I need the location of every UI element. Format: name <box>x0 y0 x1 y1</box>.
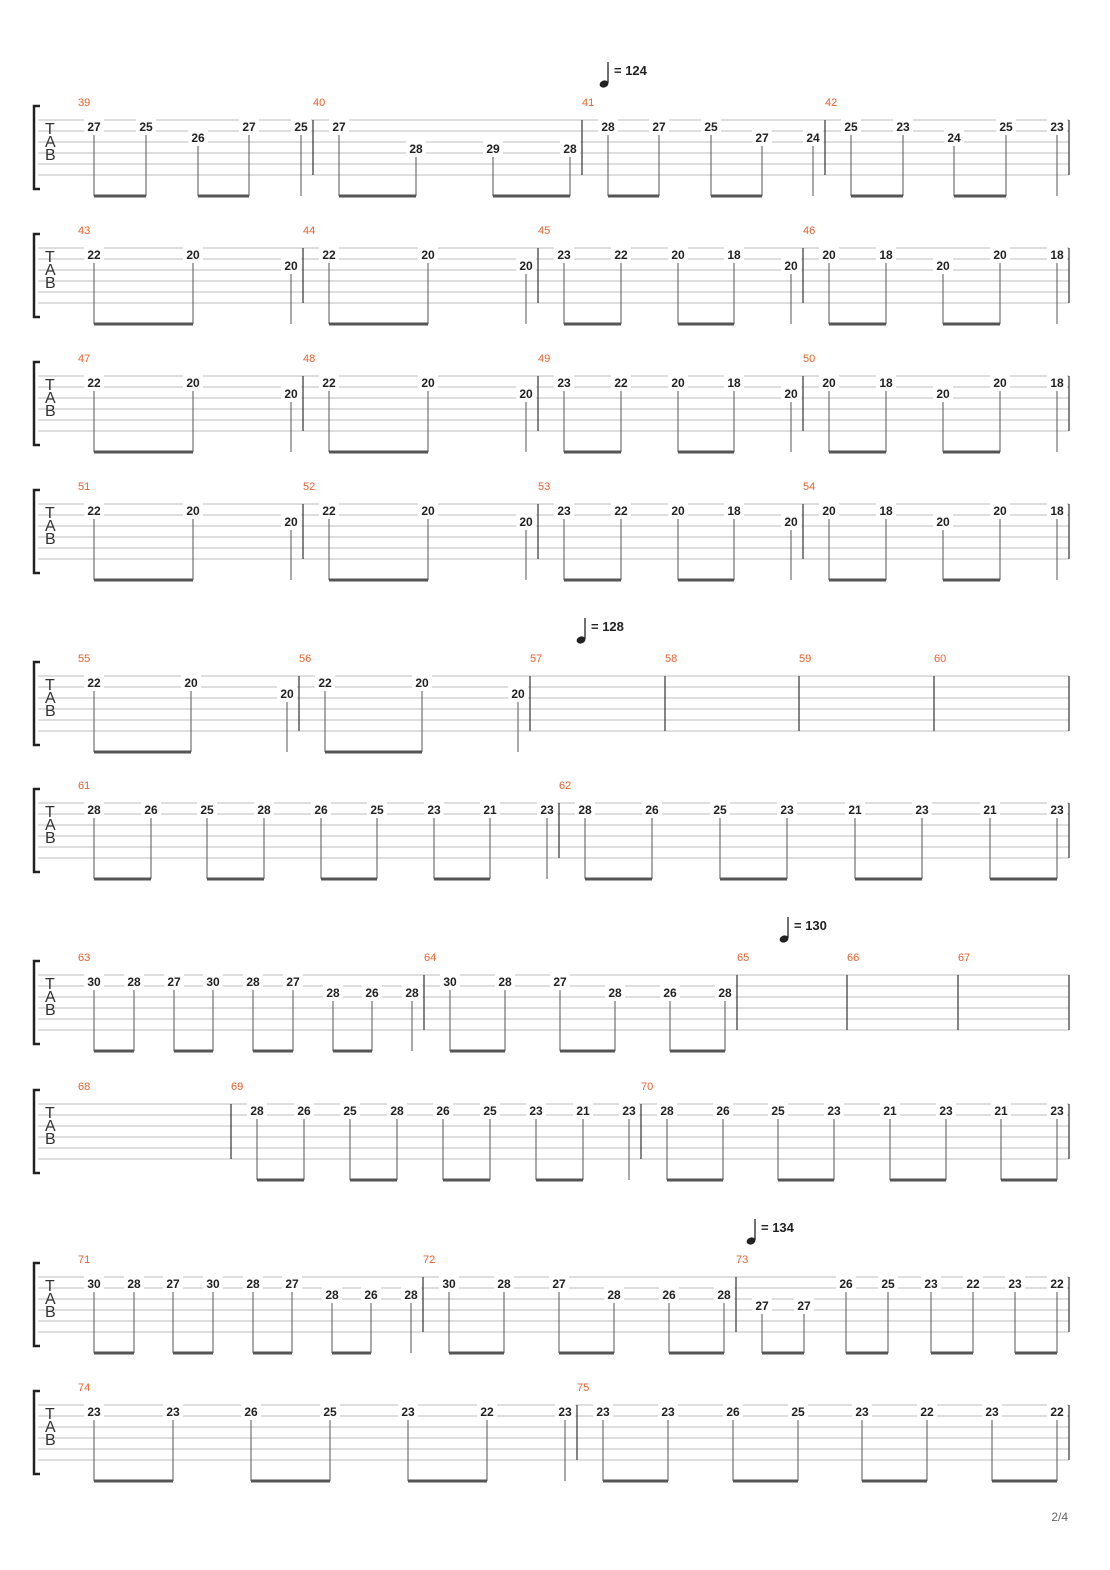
fret-number: 28 <box>246 1277 260 1291</box>
fret-number: 30 <box>206 975 220 989</box>
fret-number: 22 <box>322 376 336 390</box>
fret-number: 27 <box>242 120 256 134</box>
measure-number: 57 <box>530 653 543 665</box>
system-bracket <box>34 1263 40 1346</box>
measure-number: 42 <box>825 97 838 109</box>
fret-number: 25 <box>881 1277 895 1291</box>
tab-system <box>34 225 1069 324</box>
fret-number: 25 <box>844 120 858 134</box>
fret-number: 23 <box>87 1405 101 1419</box>
fret-number: 25 <box>139 120 153 134</box>
measure-number: 60 <box>934 653 947 665</box>
tempo-text: = 134 <box>761 1220 794 1235</box>
fret-number: 25 <box>323 1405 337 1419</box>
fret-number: 26 <box>297 1104 311 1118</box>
fret-number: 28 <box>127 1277 141 1291</box>
measure-number: 67 <box>958 952 971 964</box>
measure-number: 65 <box>737 952 750 964</box>
fret-number: 20 <box>184 676 198 690</box>
fret-number: 28 <box>326 986 340 1000</box>
page-number: 2/4 <box>1051 1510 1068 1524</box>
fret-number: 20 <box>415 676 429 690</box>
fret-number: 23 <box>985 1405 999 1419</box>
fret-number: 27 <box>285 1277 299 1291</box>
fret-number: 27 <box>652 120 666 134</box>
fret-number: 23 <box>1008 1277 1022 1291</box>
fret-number: 22 <box>322 504 336 518</box>
fret-number: 23 <box>661 1405 675 1419</box>
measure-number: 62 <box>559 780 572 792</box>
tempo-text: = 124 <box>614 63 647 78</box>
fret-number: 20 <box>284 259 298 273</box>
system-bracket <box>34 789 40 872</box>
tempo-marking <box>599 62 648 89</box>
fret-number: 25 <box>704 120 718 134</box>
fret-number: 22 <box>920 1405 934 1419</box>
measure-number: 49 <box>538 353 551 365</box>
fret-number: 23 <box>558 1405 572 1419</box>
tab-clef-letter: A <box>45 989 56 1006</box>
fret-number: 23 <box>939 1104 953 1118</box>
tab-clef-letter: T <box>45 1278 55 1295</box>
fret-number: 22 <box>1050 1405 1064 1419</box>
tab-clef-letter: T <box>45 804 55 821</box>
fret-number: 25 <box>483 1104 497 1118</box>
fret-number: 21 <box>983 803 997 817</box>
fret-number: 22 <box>1050 1277 1064 1291</box>
measure-number: 56 <box>299 653 312 665</box>
tab-clef-letter: T <box>45 1105 55 1122</box>
fret-number: 23 <box>540 803 554 817</box>
fret-number: 27 <box>286 975 300 989</box>
tab-system <box>34 1382 1069 1481</box>
fret-number: 20 <box>519 387 533 401</box>
fret-number: 20 <box>519 259 533 273</box>
fret-number: 23 <box>924 1277 938 1291</box>
fret-number: 23 <box>780 803 794 817</box>
fret-number: 22 <box>87 504 101 518</box>
system-bracket <box>34 106 40 189</box>
tab-clef-letter: A <box>45 390 56 407</box>
tab-clef-letter: T <box>45 677 55 694</box>
fret-number: 23 <box>1050 120 1064 134</box>
tab-clef-letter: B <box>45 1304 56 1321</box>
measure-number: 50 <box>803 353 816 365</box>
fret-number: 20 <box>519 515 533 529</box>
fret-number: 28 <box>497 1277 511 1291</box>
fret-number: 27 <box>166 1277 180 1291</box>
tab-clef-letter: A <box>45 134 56 151</box>
fret-number: 23 <box>557 376 571 390</box>
measure-number: 68 <box>78 1081 91 1093</box>
measure-number: 70 <box>641 1081 654 1093</box>
fret-number: 20 <box>280 687 294 701</box>
fret-number: 22 <box>614 504 628 518</box>
fret-number: 20 <box>671 504 685 518</box>
fret-number: 23 <box>557 504 571 518</box>
tab-clef-letter: A <box>45 1118 56 1135</box>
fret-number: 30 <box>87 1277 101 1291</box>
fret-number: 26 <box>662 1288 676 1302</box>
fret-number: 23 <box>596 1405 610 1419</box>
fret-number: 28 <box>608 986 622 1000</box>
fret-number: 20 <box>784 515 798 529</box>
fret-number: 22 <box>480 1405 494 1419</box>
fret-number: 22 <box>318 676 332 690</box>
tab-clef-letter: A <box>45 690 56 707</box>
measure-number: 72 <box>423 1254 436 1266</box>
fret-number: 20 <box>671 248 685 262</box>
fret-number: 23 <box>1050 1104 1064 1118</box>
measure-number: 45 <box>538 225 551 237</box>
fret-number: 21 <box>483 803 497 817</box>
system-bracket <box>34 961 40 1044</box>
tempo-marking <box>779 917 827 944</box>
fret-number: 28 <box>127 975 141 989</box>
fret-number: 23 <box>166 1405 180 1419</box>
tab-clef-letter: B <box>45 275 56 292</box>
fret-number: 26 <box>144 803 158 817</box>
fret-number: 20 <box>186 376 200 390</box>
measure-number: 59 <box>799 653 812 665</box>
measure-number: 69 <box>231 1081 244 1093</box>
fret-number: 22 <box>966 1277 980 1291</box>
fret-number: 30 <box>443 975 457 989</box>
fret-number: 20 <box>284 515 298 529</box>
measure-number: 41 <box>582 97 595 109</box>
tab-system <box>34 780 1069 879</box>
fret-number: 21 <box>576 1104 590 1118</box>
fret-number: 20 <box>186 504 200 518</box>
measure-number: 39 <box>78 97 91 109</box>
measure-number: 54 <box>803 481 816 493</box>
fret-number: 22 <box>87 376 101 390</box>
tab-system <box>34 62 1069 196</box>
fret-number: 20 <box>993 248 1007 262</box>
fret-number: 18 <box>879 248 893 262</box>
fret-number: 28 <box>601 120 615 134</box>
tab-clef-letter: A <box>45 817 56 834</box>
fret-number: 28 <box>718 986 732 1000</box>
fret-number: 28 <box>498 975 512 989</box>
fret-number: 18 <box>727 248 741 262</box>
fret-number: 26 <box>191 131 205 145</box>
fret-number: 28 <box>660 1104 674 1118</box>
measure-number: 71 <box>78 1254 91 1266</box>
fret-number: 18 <box>879 504 893 518</box>
fret-number: 26 <box>645 803 659 817</box>
measure-number: 64 <box>424 952 437 964</box>
fret-number: 28 <box>717 1288 731 1302</box>
tab-clef-letter: B <box>45 147 56 164</box>
system-bracket <box>34 1391 40 1474</box>
fret-number: 26 <box>365 986 379 1000</box>
measure-number: 75 <box>577 1382 590 1394</box>
fret-number: 27 <box>167 975 181 989</box>
fret-number: 20 <box>671 376 685 390</box>
fret-number: 27 <box>553 975 567 989</box>
fret-number: 22 <box>614 376 628 390</box>
fret-number: 23 <box>827 1104 841 1118</box>
fret-number: 20 <box>511 687 525 701</box>
tab-clef-letter: B <box>45 1002 56 1019</box>
fret-number: 23 <box>401 1405 415 1419</box>
measure-number: 47 <box>78 353 91 365</box>
fret-number: 28 <box>409 142 423 156</box>
fret-number: 23 <box>557 248 571 262</box>
fret-number: 21 <box>883 1104 897 1118</box>
fret-number: 26 <box>716 1104 730 1118</box>
fret-number: 20 <box>822 376 836 390</box>
fret-number: 23 <box>1050 803 1064 817</box>
fret-number: 26 <box>244 1405 258 1419</box>
fret-number: 28 <box>390 1104 404 1118</box>
fret-number: 27 <box>332 120 346 134</box>
fret-number: 20 <box>936 387 950 401</box>
measure-number: 43 <box>78 225 91 237</box>
tab-clef-letter: B <box>45 1432 56 1449</box>
measure-number: 58 <box>665 653 678 665</box>
fret-number: 18 <box>727 504 741 518</box>
fret-number: 28 <box>404 1288 418 1302</box>
fret-number: 20 <box>822 248 836 262</box>
tab-clef-letter: T <box>45 377 55 394</box>
tab-clef-letter: B <box>45 703 56 720</box>
fret-number: 28 <box>250 1104 264 1118</box>
measure-number: 74 <box>78 1382 91 1394</box>
fret-number: 23 <box>855 1405 869 1419</box>
fret-number: 22 <box>614 248 628 262</box>
fret-number: 18 <box>1050 376 1064 390</box>
fret-number: 23 <box>896 120 910 134</box>
fret-number: 25 <box>999 120 1013 134</box>
fret-number: 27 <box>797 1299 811 1313</box>
fret-number: 28 <box>607 1288 621 1302</box>
tab-clef-letter: A <box>45 1291 56 1308</box>
fret-number: 23 <box>622 1104 636 1118</box>
fret-number: 26 <box>839 1277 853 1291</box>
fret-number: 27 <box>755 131 769 145</box>
fret-number: 25 <box>294 120 308 134</box>
measure-number: 48 <box>303 353 316 365</box>
fret-number: 28 <box>257 803 271 817</box>
tab-clef-letter: B <box>45 403 56 420</box>
tab-system <box>34 618 1069 752</box>
fret-number: 24 <box>806 131 820 145</box>
tab-clef-letter: T <box>45 505 55 522</box>
fret-number: 28 <box>563 142 577 156</box>
fret-number: 26 <box>314 803 328 817</box>
fret-number: 20 <box>993 376 1007 390</box>
fret-number: 20 <box>936 515 950 529</box>
fret-number: 22 <box>322 248 336 262</box>
fret-number: 18 <box>727 376 741 390</box>
fret-number: 20 <box>936 259 950 273</box>
tab-system <box>34 917 1069 1051</box>
tab-clef-letter: A <box>45 1419 56 1436</box>
fret-number: 23 <box>427 803 441 817</box>
fret-number: 25 <box>771 1104 785 1118</box>
fret-number: 18 <box>879 376 893 390</box>
measure-number: 46 <box>803 225 816 237</box>
measure-number: 51 <box>78 481 91 493</box>
system-bracket <box>34 362 40 445</box>
measure-number: 53 <box>538 481 551 493</box>
fret-number: 27 <box>755 1299 769 1313</box>
tempo-text: = 128 <box>591 619 624 634</box>
fret-number: 22 <box>87 676 101 690</box>
fret-number: 28 <box>246 975 260 989</box>
fret-number: 26 <box>726 1405 740 1419</box>
system-bracket <box>34 662 40 745</box>
fret-number: 22 <box>87 248 101 262</box>
fret-number: 25 <box>791 1405 805 1419</box>
fret-number: 20 <box>186 248 200 262</box>
fret-number: 29 <box>486 142 500 156</box>
fret-number: 18 <box>1050 504 1064 518</box>
tab-clef-letter: T <box>45 249 55 266</box>
tab-clef-letter: A <box>45 518 56 535</box>
fret-number: 28 <box>405 986 419 1000</box>
fret-number: 26 <box>436 1104 450 1118</box>
tab-clef-letter: T <box>45 1406 55 1423</box>
tab-system <box>34 1219 1069 1353</box>
system-bracket <box>34 1090 40 1173</box>
fret-number: 28 <box>578 803 592 817</box>
tab-clef-letter: B <box>45 830 56 847</box>
fret-number: 21 <box>994 1104 1008 1118</box>
measure-number: 61 <box>78 780 91 792</box>
fret-number: 25 <box>343 1104 357 1118</box>
system-bracket <box>34 234 40 317</box>
measure-number: 73 <box>736 1254 749 1266</box>
fret-number: 30 <box>442 1277 456 1291</box>
tab-clef-letter: T <box>45 976 55 993</box>
tempo-marking <box>746 1219 795 1246</box>
measure-number: 55 <box>78 653 91 665</box>
fret-number: 20 <box>993 504 1007 518</box>
fret-number: 26 <box>663 986 677 1000</box>
fret-number: 20 <box>421 376 435 390</box>
tab-clef-letter: A <box>45 262 56 279</box>
fret-number: 28 <box>87 803 101 817</box>
tempo-text: = 130 <box>794 918 827 933</box>
fret-number: 27 <box>552 1277 566 1291</box>
fret-number: 24 <box>947 131 961 145</box>
fret-number: 23 <box>915 803 929 817</box>
fret-number: 25 <box>370 803 384 817</box>
measure-number: 44 <box>303 225 316 237</box>
tab-clef-letter: B <box>45 531 56 548</box>
measure-number: 40 <box>313 97 326 109</box>
fret-number: 26 <box>364 1288 378 1302</box>
fret-number: 20 <box>421 248 435 262</box>
fret-number: 30 <box>206 1277 220 1291</box>
measure-number: 63 <box>78 952 91 964</box>
fret-number: 23 <box>529 1104 543 1118</box>
measure-number: 66 <box>847 952 860 964</box>
fret-number: 25 <box>713 803 727 817</box>
fret-number: 20 <box>784 259 798 273</box>
fret-number: 20 <box>822 504 836 518</box>
system-bracket <box>34 490 40 573</box>
fret-number: 28 <box>325 1288 339 1302</box>
fret-number: 27 <box>87 120 101 134</box>
fret-number: 21 <box>848 803 862 817</box>
tab-clef-letter: B <box>45 1131 56 1148</box>
fret-number: 20 <box>421 504 435 518</box>
tab-system <box>34 481 1069 580</box>
fret-number: 30 <box>87 975 101 989</box>
measure-number: 52 <box>303 481 316 493</box>
tab-system <box>34 353 1069 452</box>
fret-number: 18 <box>1050 248 1064 262</box>
fret-number: 20 <box>784 387 798 401</box>
fret-number: 25 <box>200 803 214 817</box>
tab-system <box>34 1081 1069 1180</box>
tempo-marking <box>576 618 624 645</box>
tab-clef-letter: T <box>45 121 55 138</box>
fret-number: 20 <box>284 387 298 401</box>
